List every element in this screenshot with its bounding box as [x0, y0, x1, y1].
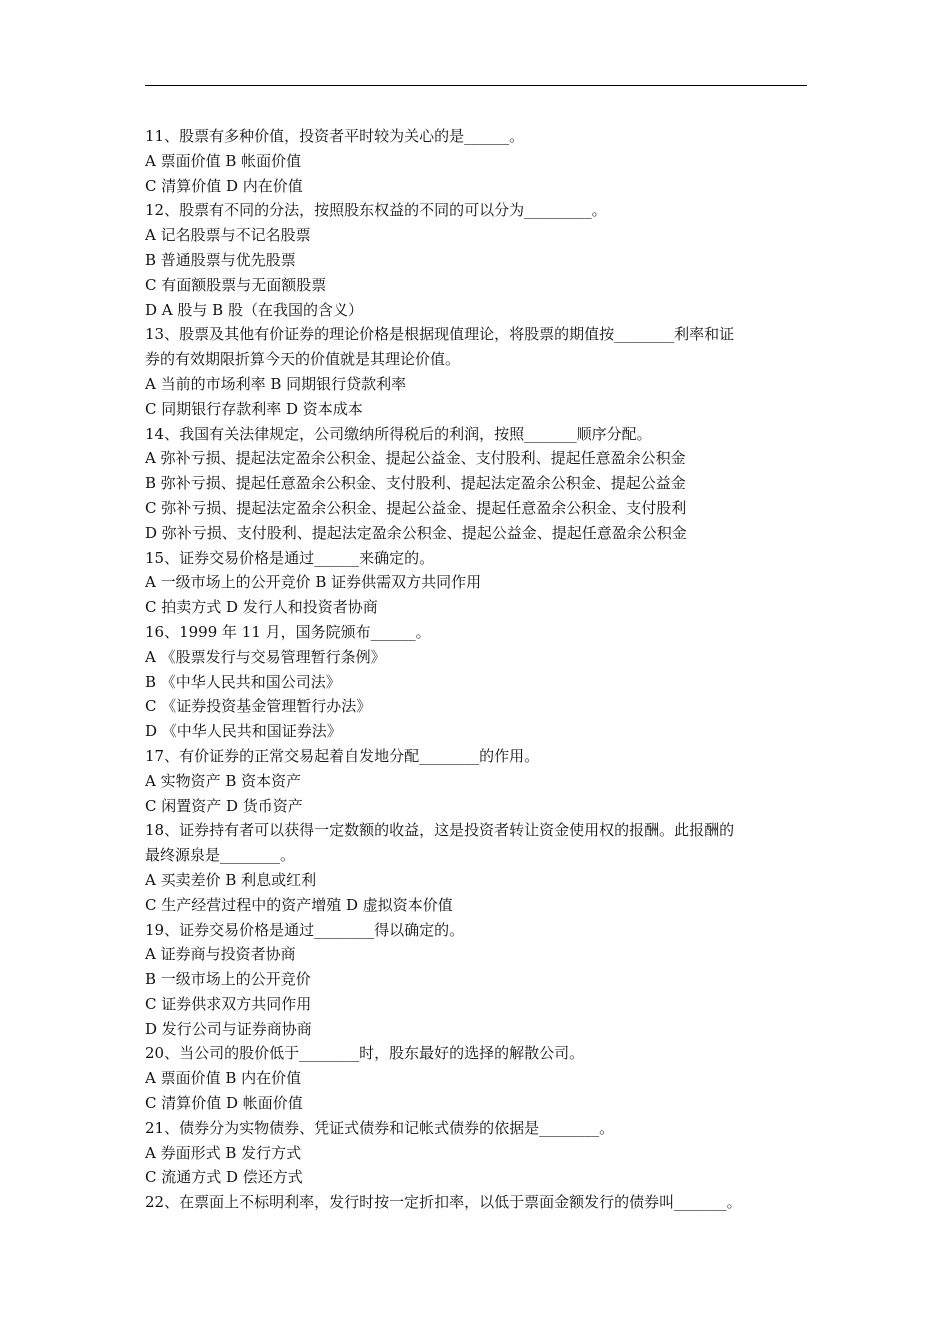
question-21: 21、债券分为实物债券、凭证式债券和记帐式债券的依据是________。	[145, 1118, 615, 1137]
question-13-options-cd: C 同期银行存款利率 D 资本成本	[145, 399, 363, 418]
question-17-options-cd: C 闲置资产 D 货币资产	[145, 796, 303, 815]
question-17: 17、有价证券的正常交易起着自发地分配________的作用。	[145, 746, 540, 765]
question-14-option-c: C 弥补亏损、提起法定盈余公积金、提起公益金、提起任意盈余公积金、支付股利	[145, 498, 687, 517]
question-15-options-cd: C 拍卖方式 D 发行人和投资者协商	[145, 598, 378, 617]
question-16-option-c: C 《证券投资基金管理暂行办法》	[145, 697, 372, 716]
question-19-option-d: D 发行公司与证券商协商	[145, 1019, 312, 1038]
question-20-options-ab: A 票面价值 B 内在价值	[145, 1069, 302, 1088]
question-14-option-d: D 弥补亏损、支付股利、提起法定盈余公积金、提起公益金、提起任意盈余公积金	[145, 523, 687, 542]
header-rule	[145, 85, 807, 86]
question-18-options-ab: A 买卖差价 B 利息或红利	[145, 870, 317, 889]
question-15-options-ab: A 一级市场上的公开竞价 B 证券供需双方共同作用	[145, 573, 482, 592]
question-12: 12、股票有不同的分法，按照股东权益的不同的可以分为_________。	[145, 201, 607, 220]
question-19-option-c: C 证券供求双方共同作用	[145, 994, 312, 1013]
question-13-options-ab: A 当前的市场利率 B 同期银行贷款利率	[145, 374, 407, 393]
question-16-option-b: B 《中华人民共和国公司法》	[145, 672, 341, 691]
question-19-option-a: A 证券商与投资者协商	[145, 945, 296, 964]
question-12-option-c: C 有面额股票与无面额股票	[145, 275, 327, 294]
question-21-options-cd: C 流通方式 D 偿还方式	[145, 1168, 303, 1187]
question-20: 20、当公司的股价低于________时，股东最好的选择的解散公司。	[145, 1044, 585, 1063]
question-21-options-ab: A 券面形式 B 发行方式	[145, 1143, 302, 1162]
question-20-options-cd: C 清算价值 D 帐面价值	[145, 1094, 303, 1113]
question-22: 22、在票面上不标明利率，发行时按一定折扣率，以低于票面金额发行的债券叫_______。	[145, 1193, 742, 1212]
question-16-option-d: D 《中华人民共和国证券法》	[145, 722, 342, 741]
question-12-option-a: A 记名股票与不记名股票	[145, 226, 311, 245]
question-11: 11、股票有多种价值，投资者平时较为关心的是______。	[145, 127, 525, 145]
question-17-options-ab: A 实物资产 B 资本资产	[145, 771, 302, 790]
question-16: 16、1999 年 11 月，国务院颁布______。	[145, 622, 431, 641]
question-13-line-1: 13、股票及其他有价证券的理论价格是根据现值理论，将股票的期值按________利率和证	[145, 325, 735, 344]
question-12-option-d: D A 股与 B 股（在我国的含义）	[145, 300, 363, 319]
question-16-option-a: A 《股票发行与交易管理暂行条例》	[145, 647, 386, 666]
document-body	[145, 124, 807, 1215]
question-19: 19、证券交易价格是通过________得以确定的。	[145, 920, 465, 939]
question-13-line-2: 券的有效期限折算今天的价值就是其理论价值。	[145, 350, 461, 369]
question-18-options-cd: C 生产经营过程中的资产增殖 D 虚拟资本价值	[145, 895, 453, 914]
question-19-option-b: B 一级市场上的公开竞价	[145, 970, 311, 989]
question-11-options-ab: A 票面价值 B 帐面价值	[145, 151, 302, 170]
question-11-options-cd: C 清算价值 D 内在价值	[145, 176, 303, 195]
question-18-line-2: 最终源泉是________。	[145, 846, 296, 865]
question-15: 15、证券交易价格是通过______来确定的。	[145, 548, 435, 567]
question-18-line-1: 18、证券持有者可以获得一定数额的收益，这是投资者转让资金使用权的报酬。此报酬的	[145, 821, 735, 840]
question-14-option-b: B 弥补亏损、提起任意盈余公积金、支付股利、提起法定盈余公积金、提起公益金	[145, 474, 686, 493]
question-12-option-b: B 普通股票与优先股票	[145, 250, 296, 269]
question-14-option-a: A 弥补亏损、提起法定盈余公积金、提起公益金、支付股利、提起任意盈余公积金	[145, 449, 686, 468]
question-14: 14、我国有关法律规定，公司缴纳所得税后的利润，按照_______顺序分配。	[145, 424, 652, 443]
